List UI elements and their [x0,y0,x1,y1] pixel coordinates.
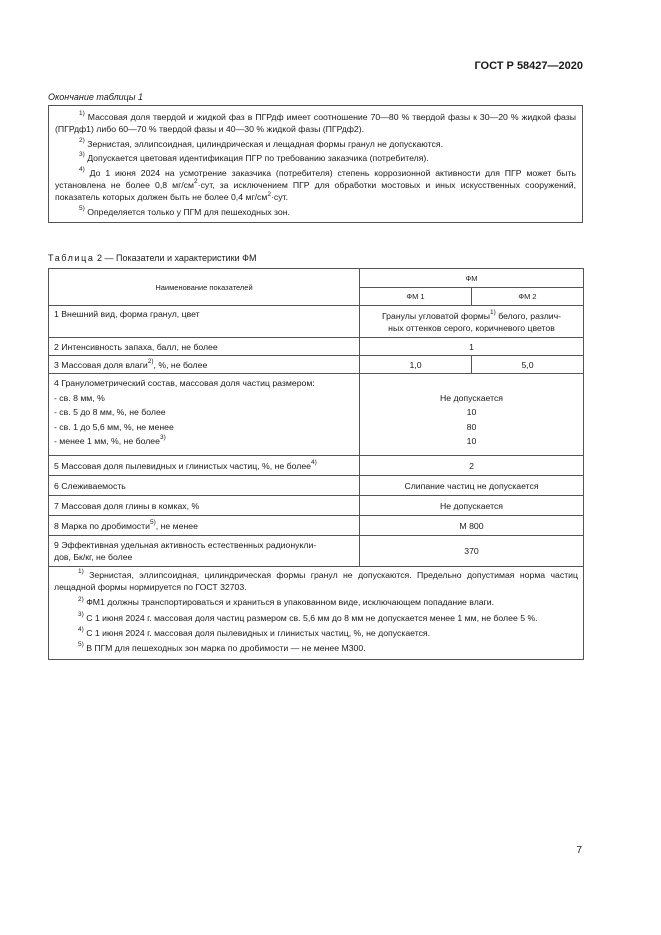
table-row [49,516,584,536]
table-row [49,456,584,476]
table-row [49,338,584,356]
row5-name: 5 Массовая доля пылевидных и глинистых частиц, %, не более$^{4)}$ [49,456,360,476]
row6-value: Слипание частиц не допускается [360,476,584,496]
table2-note-4: $^{4)}$ С 1 июня 2024 г. массовая доля пылевидных и глинистых частиц, %, не допускается. [78,625,431,638]
row8-value: М 800 [360,516,584,536]
table-row [49,306,584,338]
row8-name: 8 Марка по дробимости$^{5)}$, не менее [49,516,360,536]
row3-fm1-value: 1,0 [360,356,472,374]
table2-fm-indicators [48,268,584,660]
table2-caption: Таблица 2 — Показатели и характеристики ФМ [48,253,257,263]
document-code: ГОСТ Р 58427—2020 [474,60,583,72]
page-number: 7 [576,845,582,856]
row2-name: 2 Интенсивность запаха, балл, не более [49,338,360,356]
header-fm1: ФМ 1 [360,288,472,306]
table1-note-4: $^{4)}$ До 1 июня 2024 на усмотрение заказчика (потребителя) степень коррозионной активности для ПГР может быть установлена не более 0,8 $мг/см^2\cdot сут$, за исключением ПГР для обработки мостовых и иных искусственных сооружений, показатель которых должен быть не более 0,4 $мг/см^2\cdot сут$. [55,165,576,203]
row4-name: 4 Гранулометрический состав, массовая доля частиц размером: - св. 8 мм, % - св. 5 до 8 мм, %, не более - св. 1 до 5,6 мм, %, не менее - менее 1 мм, %, не более$^{3)}$ [49,374,360,456]
row1-name: 1 Внешний вид, форма гранул, цвет [49,306,360,338]
table1-note-2: $^{2)}$ Зернистая, эллипсоидная, цилиндрическая и лещадная формы гранул не допускаются. [79,136,443,149]
table1-note-3: $^{3)}$ Допускается цветовая идентификация ПГР по требованию заказчика (потребителя). [79,151,429,164]
table-row [49,476,584,496]
table1-footnotes [48,105,583,223]
table1-continuation-caption: Окончание таблицы 1 [48,92,143,102]
header-name-column: Наименование показателей [49,269,360,306]
table-row [49,536,584,567]
table-row [49,356,584,374]
row3-fm2-value: 5,0 [472,356,584,374]
table2-note-3: $^{3)}$ С 1 июня 2024 г. массовая доля частиц размером св. 5,6 мм до 8 мм не допускается менее 1 мм, не более 5 %. [78,610,538,623]
row1-value: Гранулы угловатой формы$^{1)}$ белого, различ- ных оттенков серого, коричневого цветов [360,306,584,338]
table1-note-1: $^{1)}$ Массовая доля твердой и жидкой фаз в ПГРдф имеет соотношение 70—80 % твердой фазы к 30—20 % жидкой фазы (ПГРдф1) либо 60—70 % твердой фазы и 40—30 % жидкой фазы (ПГРдф2). [55,110,576,135]
table1-note-5: $^{5)}$ Определяется только у ПГМ для пешеходных зон. [79,204,290,217]
table2-footnotes-row [49,567,584,660]
table2-footnotes [49,567,584,660]
row2-value: 1 [360,338,584,356]
row4-values: Не допускается 10 80 10 [360,374,584,456]
row7-value: Не допускается [360,496,584,516]
row9-name: 9 Эффективная удельная активность естественных радионукли- дов, Бк/кг, не более [49,536,360,567]
header-fm2: ФМ 2 [472,288,584,306]
row7-name: 7 Массовая доля глины в комках, % [49,496,360,516]
table2-note-5: $^{5)}$ В ПГМ для пешеходных зон марка по дробимости — не менее М300. [78,641,366,654]
row6-name: 6 Слеживаемость [49,476,360,496]
row9-value: 370 [360,536,584,567]
header-fm-group: ФМ [360,269,584,288]
table2-note-1: $^{1)}$ Зернистая, эллипсоидная, цилиндрическая формы гранул не допускаются. Предельно допустимая норма частиц лещадной формы нормируется по ГОСТ 32703. [54,568,579,593]
table-row [49,496,584,516]
row3-name: 3 Массовая доля влаги$^{2)}$, %, не более [49,356,360,374]
table2-note-2: $^{2)}$ ФМ1 должны транспортироваться и храниться в упакованном виде, исключающем попадание влаги. [78,595,495,608]
row5-value: 2 [360,456,584,476]
table-row [49,374,584,456]
